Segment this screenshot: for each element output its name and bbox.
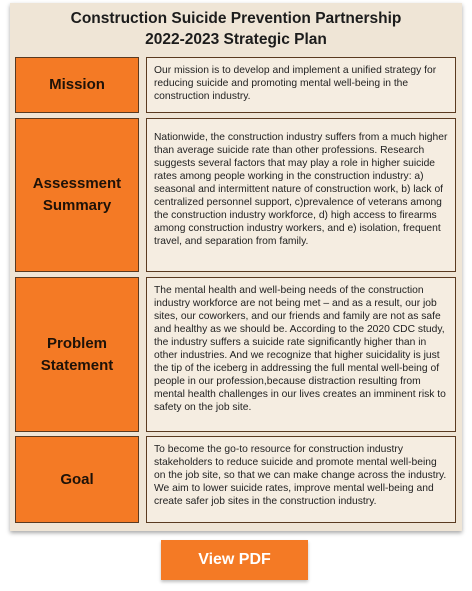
mission-label: Mission: [15, 57, 139, 113]
goal-text: To become the go-to resource for construction industry stakeholders to reduce suicide and promote mental well-being on the job site, so that we can make change across the industry. We aim to lower suicide rates, improve mental well-being and create safer job sites in the construction industry.: [146, 436, 456, 523]
mission-text: Our mission is to develop and implement a unified strategy for reducing suicide and promoting mental well-being in the construction industry.: [146, 57, 456, 113]
view-pdf-button[interactable]: View PDF: [161, 540, 308, 580]
assessment-summary-row: [15, 118, 456, 272]
problem-statement-label: Problem Statement: [15, 277, 139, 432]
problem-statement-text: The mental health and well-being needs of the construction industry workforce are not being met – and as a result, our job sites, our coworkers, and our friends and family are not as safe and healthy as we should be. According to the 2020 CDC study, the industry suffers a suicide rate significantly higher than in other industries. And we recognize that higher suicidality is just the tip of the iceberg in addressing the full mental well-being of people in our profession,because distraction resulting from mental health challenges in our lives creates an imminent risk to safety on the job site.: [146, 277, 456, 432]
assessment-summary-text: Nationwide, the construction industry suffers from a much higher than average suicide rate than other professions. Research suggests several factors that may play a role in higher suicide rates among people working in the construction industry: a) seasonal and intermittent nature of construction work, b) lack of centralized personnel support, c)prevalence of veterans among the construction industry workforce, d) high access to firearms among construction industry workers, and e) isolation, frequent travel, and separation from family.: [146, 118, 456, 272]
assessment-summary-label: Assessment Summary: [15, 118, 139, 272]
strategic-plan-panel: [10, 3, 462, 531]
title-line-2: 2022-2023 Strategic Plan: [145, 31, 327, 48]
title-line-1: Construction Suicide Prevention Partnership: [70, 10, 402, 27]
goal-row: [15, 436, 456, 523]
problem-statement-row: [15, 277, 456, 432]
document-title: [10, 8, 462, 50]
goal-label: Goal: [15, 436, 139, 523]
mission-row: [15, 57, 456, 113]
